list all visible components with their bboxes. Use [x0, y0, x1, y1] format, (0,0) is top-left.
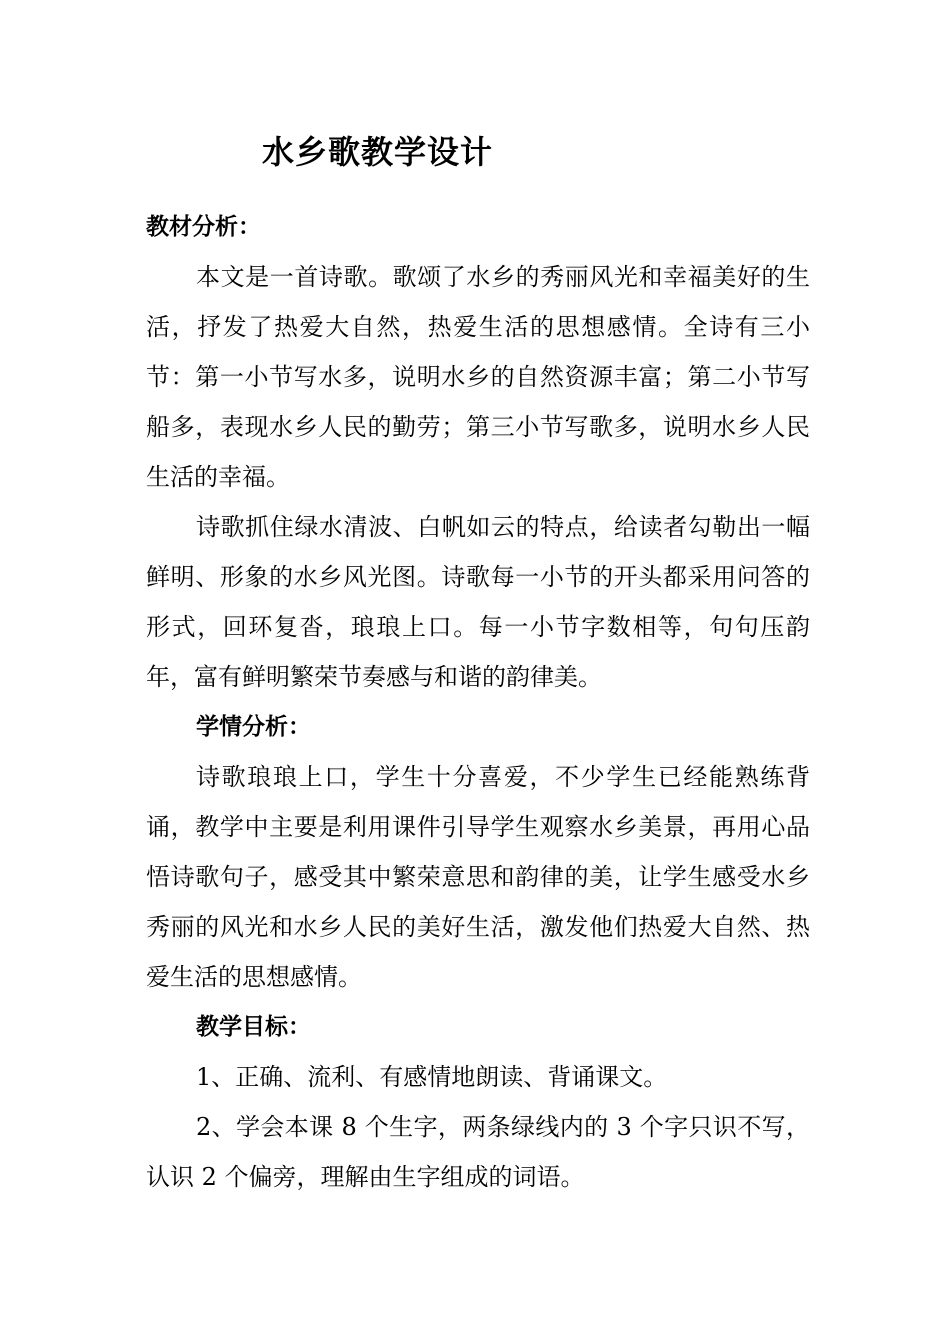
goal-item-1: 1、正确、流利、有感情地朗读、背诵课文。: [196, 1063, 668, 1091]
paragraph-students-1: 诗歌琅琅上口，学生十分喜爱，不少学生已经能熟练背诵，教学中主要是利用课件引导学生观察水乡美景，再用心品悟诗歌句子，感受其中繁荣意思和韵律的美，让学生感受水乡秀丽的风光和水乡人民的美好生活，激发他们热爱大自然、热爱生活的思想感情。: [146, 763, 810, 991]
section-heading-students: 学情分析：: [196, 714, 311, 740]
paragraph-materials-2: 诗歌抓住绿水清波、白帆如云的特点，给读者勾勒出一幅鲜明、形象的水乡风光图。诗歌每一小节的开头都采用问答的形式，回环复沓，琅琅上口。每一小节字数相等，句句压韵年，富有鲜明繁荣节奏感与和谐的韵律美。: [146, 513, 810, 691]
paragraph-materials-1: 本文是一首诗歌。歌颂了水乡的秀丽风光和幸福美好的生活，抒发了热爱大自然，热爱生活的思想感情。全诗有三小节：第一小节写水多，说明水乡的自然资源丰富；第二小节写船多，表现水乡人民的勤劳；第三小节写歌多，说明水乡人民生活的幸福。: [146, 263, 810, 491]
document-title: 水乡歌教学设计: [262, 133, 494, 171]
section-heading-goals: 教学目标：: [196, 1014, 311, 1040]
goal-item-2: 2、学会本课 8 个生字，两条绿线内的 3 个字只识不写，认识 2 个偏旁，理解由生字组成的词语。: [146, 1113, 810, 1191]
section-heading-materials: 教材分析：: [146, 214, 261, 240]
document-body: [146, 202, 810, 1202]
